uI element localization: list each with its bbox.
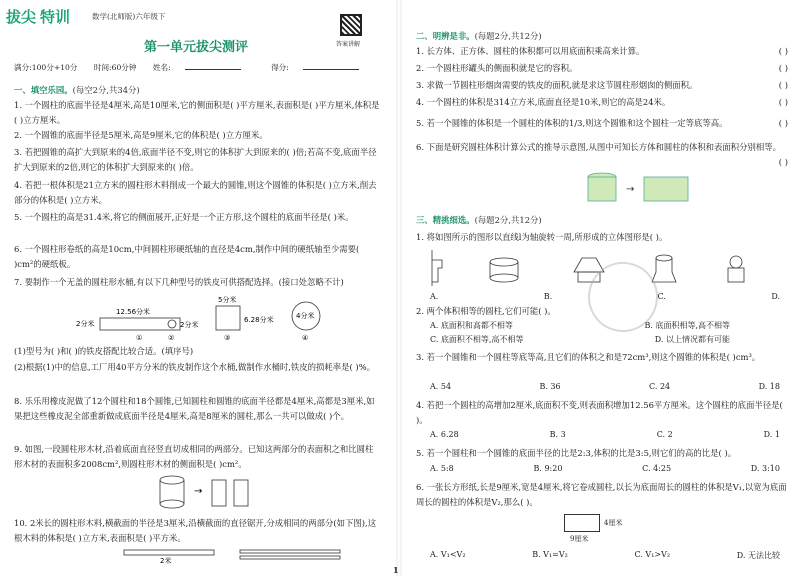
s1-question-2: 2. 一个圆锥的底面半径是5厘米,高是9厘米,它的体积是( )立方厘米。 [14,130,268,140]
sheet-2 [168,320,176,328]
s3-q2-opt-b[interactable]: B. 底面积相等,高不相等 [644,321,730,330]
s3-q4-opt-d[interactable]: D. 1 [763,430,780,439]
cyl-bottom [160,500,184,508]
option-a-top [490,258,518,266]
fig-label-circ4: ④ [302,334,309,342]
left-page [0,0,392,576]
s3-q2-opt-a[interactable]: A. 底面积和高都不相等 [430,321,513,330]
s2-question-4: 4. 一个圆柱的体积是314立方米,底面直径是10米,则它的高是24米。 ( ) [416,97,788,107]
s3-q3-opt-b[interactable]: B. 36 [539,382,561,391]
s2-question-2: 2. 一个圆柱形罐头的侧面积就是它的容积。 ( ) [416,63,788,73]
fig-label-2dm-a: 2分米 [76,320,95,328]
s3-q4-opt-b[interactable]: B. 3 [549,430,566,439]
s1-question-4: 4. 若把一根体积是21立方米的圆柱形木料削成一个最大的圆锥,则这个圆锥的体积是( )立方米,削去部分的体积是( )立方米。 [14,180,377,205]
s3-question-2: 2. 两个体积相等的圆柱,它们可能( )。 [416,306,556,316]
fig-label-5dm: 5分米 [218,296,237,304]
s3-question-1: 1. 将如图所示的图形以直线l为轴旋转一周,所形成的立体图形是( )。 [416,232,668,242]
s3-q3-opt-c[interactable]: C. 24 [649,382,671,391]
fig-label-4dm: 4分米 [296,312,315,320]
s3-q4-opt-c[interactable]: C. 2 [656,430,673,439]
grade-label: 数学(北师版)六年级下 [92,12,166,21]
option-d-base [728,268,744,282]
s3-q4-opt-a[interactable]: A. 6.28 [430,430,459,439]
s3-question-5: 5. 若一个圆柱和一个圆锥的底面半径的比是2:3,体积的比是3:5,则它们的高的比是( )。 [416,448,737,458]
s3-question-3: 3. 若一个圆锥和一个圆柱等底等高,且它们的体积之和是72cm³,则这个圆锥的体积是( )cm³。 [416,352,761,362]
s3-q3-opt-a[interactable]: A. 54 [430,382,452,391]
shape-region [432,260,442,282]
s3-q1-opt-b[interactable]: B. [543,292,553,301]
brand-logo [6,6,70,27]
q7-figure [56,292,356,344]
s3-q6-opt-a[interactable]: A. V₁<V₂ [430,550,466,559]
s3-q3-options [430,382,780,391]
s3-q6-label-width: 4厘米 [604,519,623,527]
points-label: 得分: [271,63,373,72]
s3-q2-opt-d[interactable]: D. 以上情况都有可能 [654,335,730,344]
fig-label-1256: 12.56分米 [116,308,151,316]
s3-q6-opt-c[interactable]: C. V₁>V₂ [634,550,671,559]
s3-q6-rect [564,514,600,532]
s3-q5-opt-a[interactable]: A. 5:8 [430,464,454,473]
s3-q6-label-length: 9厘米 [570,535,589,543]
s3-q5-opt-c[interactable]: C. 4:25 [642,464,672,473]
s1-q7-part2: (2)根据(1)中的信息,工厂用40平方分米的铁皮制作这个水桶,做制作水桶时,铁皮的损耗率是( )%。 [14,362,376,372]
s3-q6-opt-d[interactable]: D. 无法比较 [736,551,780,560]
log-half-b [240,556,340,559]
s2-question-6: 6. 下面是研究圆柱体积计算公式的推导示意图,从图中可知长方体和圆柱的体积和表面积分别相等。 ( ) [416,142,788,167]
fig-cuboid [644,177,688,201]
fig-label-628: 6.28分米 [244,316,274,324]
s2-question-3: 3. 求做一节圆柱形烟囱需要的铁皮的面积,就是求这节圆柱形烟囱的侧面积。 ( ) [416,80,788,90]
s3-q6-options [430,550,780,561]
s3-q2-opt-c[interactable]: C. 底面积不相等,高不相等 [430,335,524,344]
name-field[interactable] [185,69,241,70]
s1-question-10: 10. 2米长的圆柱形木料,横截面的半径是3厘米,沿横截面的直径锯开,分成相同的两部分(如下图),这根木料的体积是( )立方米,表面积是( )平方米。 [14,518,377,543]
s1-question-8: 8. 乐乐用橡皮泥做了12个圆柱和18个圆锥,已知圆柱和圆锥的底面半径都是4厘米,高都是3厘米,如果把这些橡皮泥全部重新做成底面半径是4厘米,高是8厘米的圆柱,那么一共可以做成( )个。 [14,396,375,421]
sheet-3 [216,306,240,330]
section1-title: 一、填空乐园。(每空2分,共34分) [14,85,140,95]
s3-q5-opt-d[interactable]: D. 3:10 [750,464,780,473]
s3-q1-opt-c[interactable]: C. [657,292,666,301]
s3-q1-opt-d[interactable]: D. [771,292,780,301]
s2-question-1: 1. 长方体、正方体、圆柱的体积都可以用底面积乘高来计算。 ( ) [416,46,788,56]
s3-q5-opt-b[interactable]: B. 9:20 [533,464,563,473]
page-fold [396,0,402,576]
score-info: 满分:100分+10分 [14,63,78,72]
option-d-ball [730,256,742,268]
name-label: 姓名: [153,63,255,72]
section2-title: 二、明辨是非。(每题2分,共12分) [416,31,542,41]
fig-arrow-icon: → [626,184,635,195]
s3-q2-options-row1 [430,320,730,331]
s3-q1-opt-a[interactable]: A. [430,292,439,301]
s1-question-7: 7. 要制作一个无盖的圆柱形水桶,有以下几种型号的铁皮可供搭配选择。(接口处忽略不计) [14,277,344,287]
qr-code-icon[interactable] [340,14,362,36]
option-c-top [656,255,672,261]
s1-q7-part1: (1)型号为( )和( )的铁皮搭配比较合适。(填序号) [14,346,194,356]
section3-title: 三、精挑细选。(每题2分,共12分) [416,215,542,225]
brand-text-b: 特训 [40,8,71,26]
s1-question-1: 1. 一个圆柱的底面半径是4厘米,高是10厘米,它的侧面积是( )平方厘米,表面积是( )平方厘米,体积是( )立方厘米。 [14,100,380,125]
s3-question-6: 6. 一张长方形纸,长是9厘米,宽是4厘米,将它卷成圆柱,以长为底面周长的圆柱的体积是V₁,以宽为底面周长的圆柱的体积是V₂,那么( )。 [416,482,787,507]
fig-label-2m: 2米 [160,557,172,564]
arrow-icon: → [194,486,203,497]
s3-q6-opt-b[interactable]: B. V₁=V₂ [532,550,568,559]
fig-cyl-body [588,177,616,201]
fig-label-circ2: ② [168,334,175,342]
s1-question-9: 9. 如图,一段圆柱形木材,沿着底面直径竖直切成相同的两部分。已知这两部分的表面积之和比圆柱形木材的表面积多2008cm²,则圆柱形木材的侧面积是( )cm²。 [14,444,374,469]
option-c-shape [652,258,676,282]
s1-question-6: 6. 一个圆柱形卷纸的高是10cm,中间圆柱形硬纸轴的直径是4cm,制作中间的硬纸轴至少需要( )cm²的硬纸板。 [14,244,360,269]
page-title: 第一单元拔尖测评 [143,40,248,55]
page-number: 1 [393,565,399,575]
fig-label-2dm-b: 2分米 [180,321,199,329]
brand-text-a: 拔尖 [6,8,37,26]
log-whole [124,550,214,555]
option-a-shape [490,274,518,282]
s3-q5-options [430,464,780,473]
log-half-a [240,550,340,553]
fig-label-circ1: ① [136,334,143,342]
q9-figure [150,474,260,510]
time-info: 时间:60分钟 [93,63,137,72]
s2-q6-figure [584,172,694,206]
s1-question-3: 3. 若把圆锥的高扩大到原来的4倍,底面半径不变,则它的体积扩大到原来的( )倍;若高不变,底面半径扩大到原来的2倍,则它的体积扩大到原来的( )倍。 [14,147,377,172]
half-b [234,480,248,506]
s2-question-5: 5. 若一个圆锥的体积是一个圆柱的体积的1/3,则这个圆锥和这个圆柱一定等底等高。 ( ) [416,118,788,128]
half-a [212,480,226,506]
s3-q2-options-row2 [430,334,730,345]
points-field[interactable] [303,69,359,70]
q10-figure [120,548,350,564]
fig-label-circ3: ③ [224,334,231,342]
s3-q4-options [430,430,780,439]
cyl-top [160,476,184,484]
s1-question-5: 5. 一个圆柱的高是31.4米,将它的侧面展开,正好是一个正方形,这个圆柱的底面半径是( )米。 [14,212,354,222]
s3-q3-opt-d[interactable]: D. 18 [758,382,780,391]
qr-label: 答案讲解 [336,41,361,48]
s3-question-4: 4. 若把一个圆柱的高增加2厘米,底面积不变,则表面积增加12.56平方厘米。这个圆柱的底面半径是( )。 [416,400,783,425]
test-meta [14,62,387,73]
